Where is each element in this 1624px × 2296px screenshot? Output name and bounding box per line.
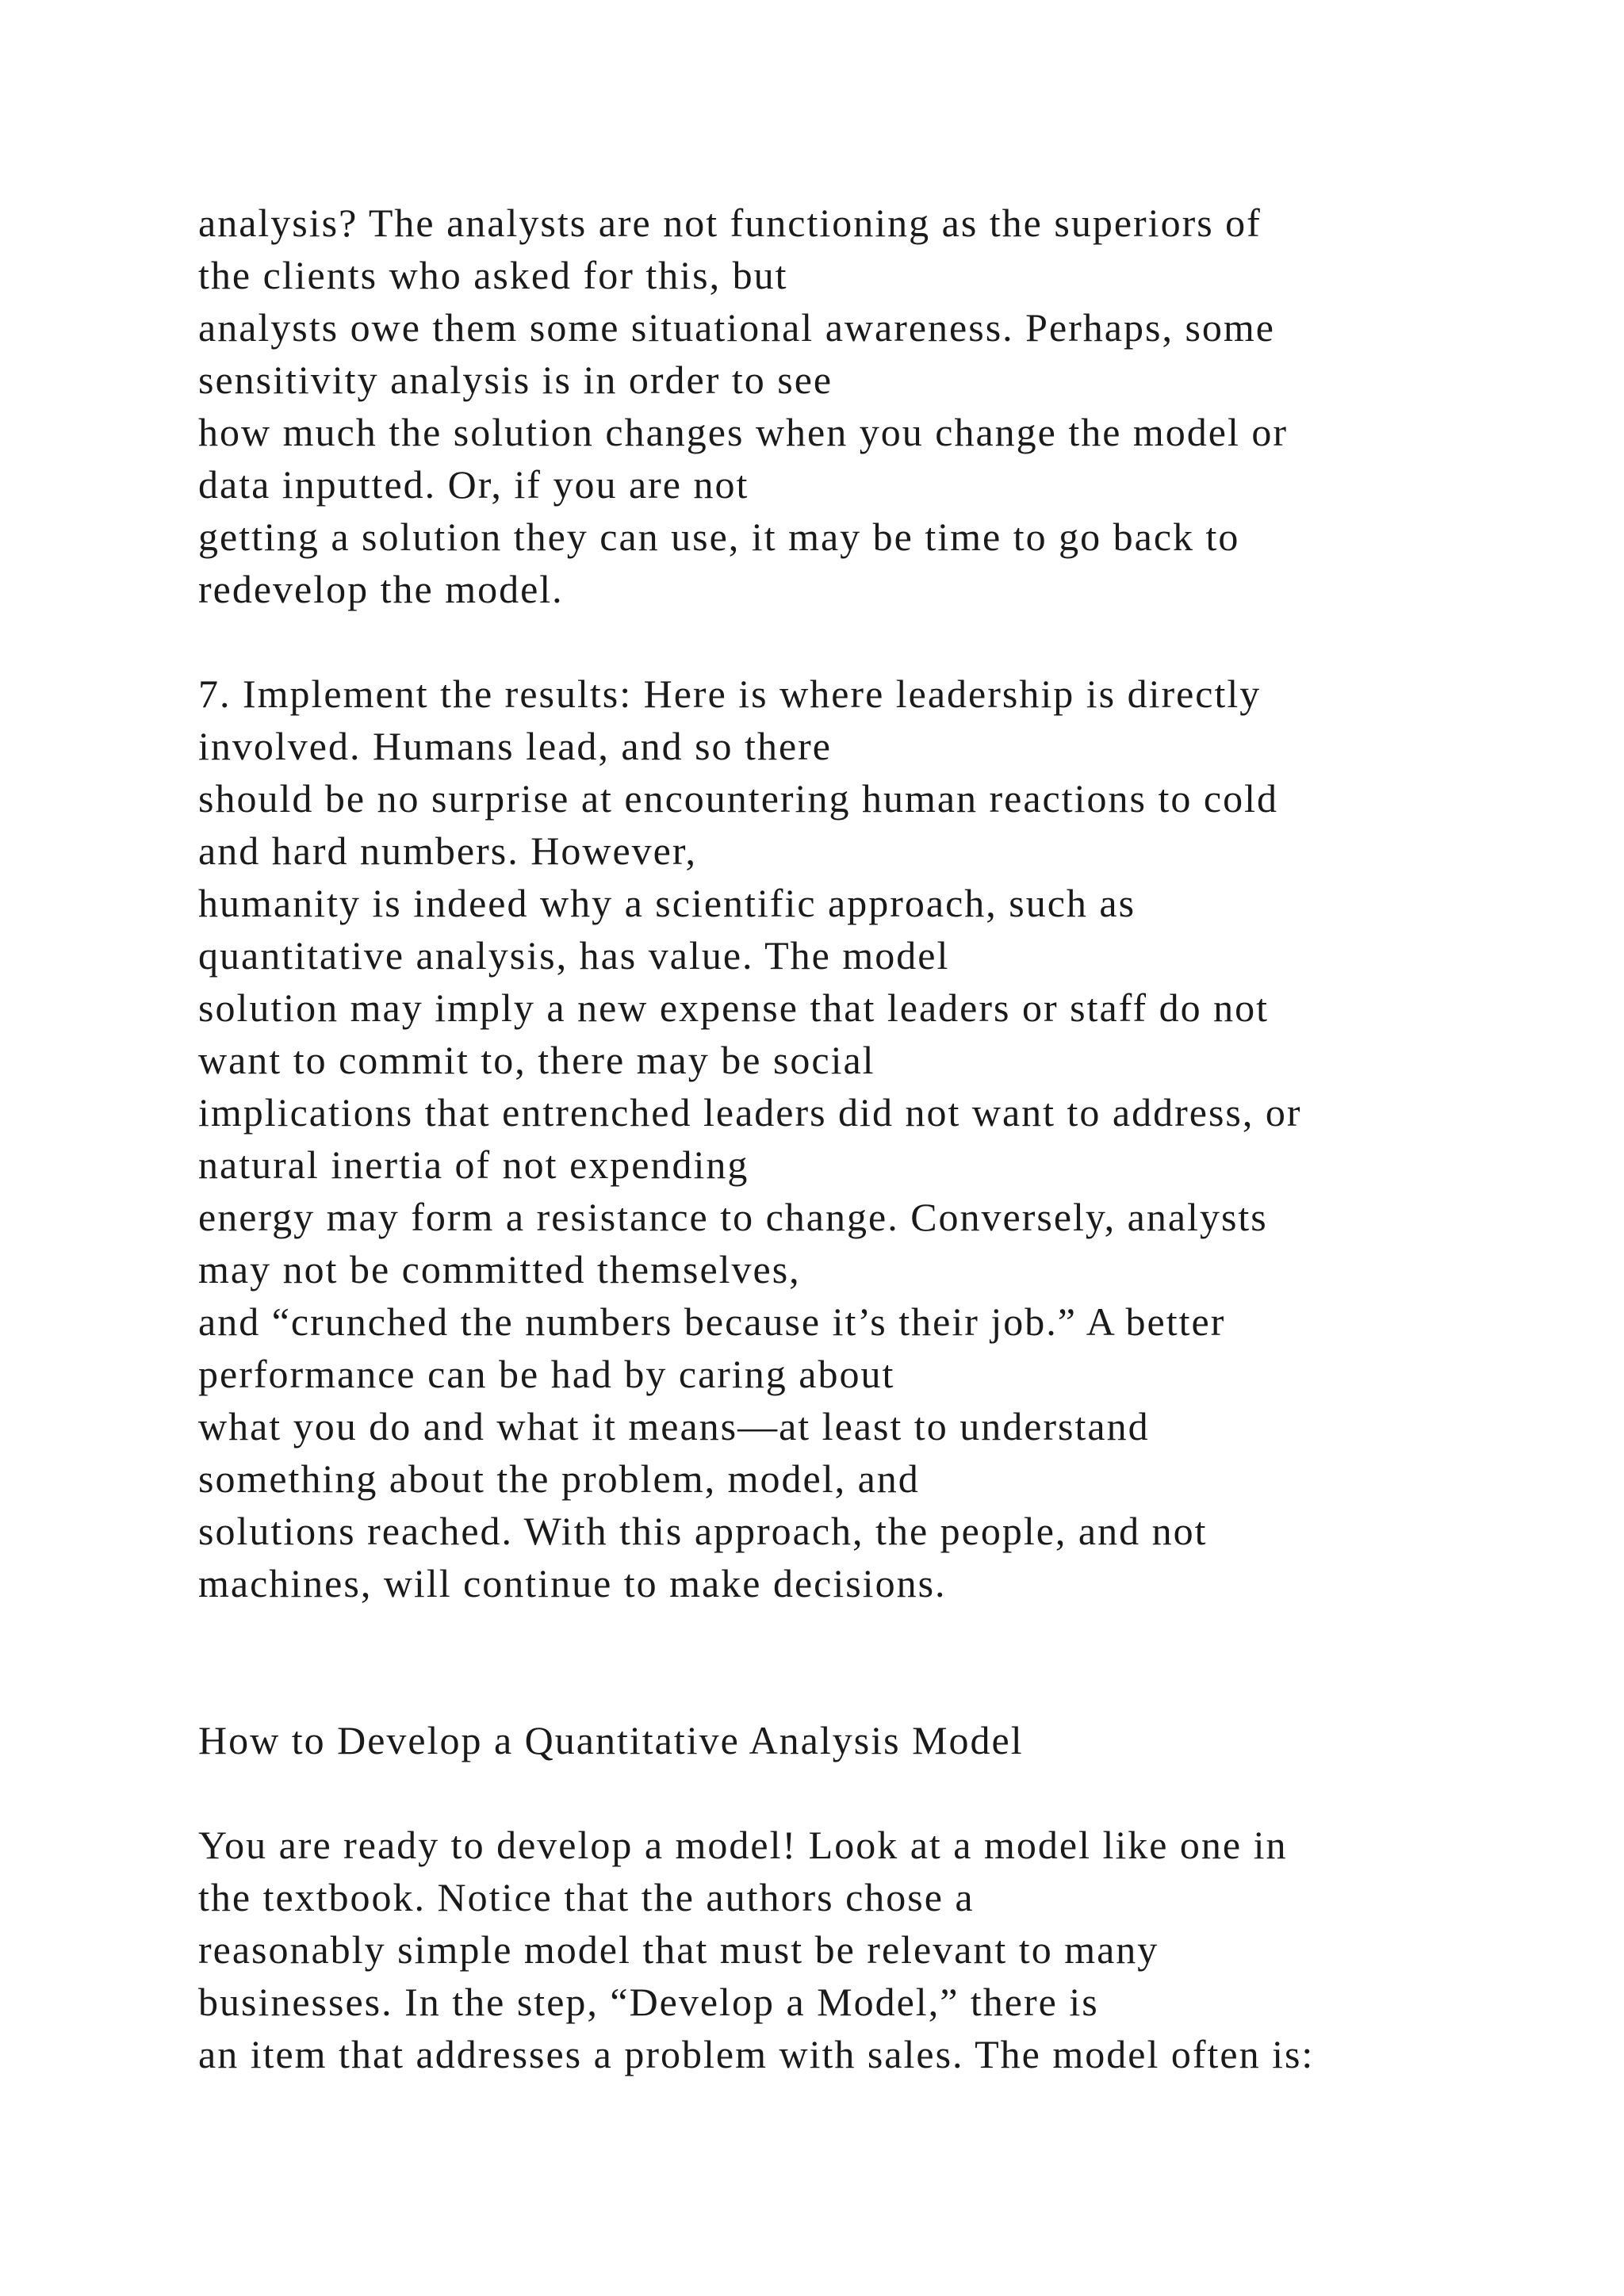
text-line: solution may imply a new expense that leaders or staff do not <box>198 985 1269 1030</box>
text-line: the textbook. Notice that the authors chose a <box>198 1875 975 1919</box>
text-line: and hard numbers. However, <box>198 828 697 873</box>
text-line: want to commit to, there may be social <box>198 1038 875 1082</box>
document-body <box>198 197 1618 2080</box>
text-line: 7. Implement the results: Here is where leadership is directly <box>198 672 1262 716</box>
text-line: may not be committed themselves, <box>198 1247 801 1292</box>
text-line: redevelop the model. <box>198 567 564 611</box>
text-line: getting a solution they can use, it may be time to go back to <box>198 515 1240 559</box>
text-line: sensitivity analysis is in order to see <box>198 358 833 402</box>
text-line: something about the problem, model, and <box>198 1456 920 1501</box>
text-line: analysis? The analysts are not functioning as the superiors of <box>198 201 1262 245</box>
text-line: how much the solution changes when you change the model or <box>198 410 1289 454</box>
text-line: solutions reached. With this approach, the people, and not <box>198 1509 1208 1553</box>
text-line: You are ready to develop a model! Look at a model like one in <box>198 1823 1288 1867</box>
section-heading: How to Develop a Quantitative Analysis Model <box>198 1718 1024 1762</box>
paragraph-spacer <box>198 615 1618 668</box>
text-line: involved. Humans lead, and so there <box>198 724 832 768</box>
text-line: businesses. In the step, “Develop a Model,” there is <box>198 1980 1099 2024</box>
text-line: reasonably simple model that must be relevant to many <box>198 1927 1159 1972</box>
text-line: energy may form a resistance to change. Conversely, analysts <box>198 1195 1268 1239</box>
text-line: should be no surprise at encountering human reactions to cold <box>198 776 1278 821</box>
paragraph-spacer <box>198 1766 1618 1819</box>
text-line: machines, will continue to make decisions. <box>198 1561 947 1605</box>
paragraph-implement-results <box>198 668 1618 1609</box>
text-line: quantitative analysis, has value. The model <box>198 933 950 978</box>
text-line: data inputted. Or, if you are not <box>198 462 749 507</box>
text-line: analysts owe them some situational awareness. Perhaps, some <box>198 305 1275 350</box>
text-line: implications that entrenched leaders did not want to address, or <box>198 1090 1302 1135</box>
text-line: natural inertia of not expending <box>198 1142 749 1187</box>
text-line: the clients who asked for this, but <box>198 253 788 297</box>
text-line: what you do and what it means—at least to understand <box>198 1404 1150 1448</box>
text-line: an item that addresses a problem with sales. The model often is: <box>198 2032 1315 2076</box>
text-line: humanity is indeed why a scientific approach, such as <box>198 881 1136 925</box>
paragraph-sensitivity <box>198 197 1618 615</box>
paragraph-develop-model <box>198 1819 1618 2080</box>
section-spacer <box>198 1609 1618 1714</box>
text-line: performance can be had by caring about <box>198 1352 895 1396</box>
text-line: and “crunched the numbers because it’s their job.” A better <box>198 1299 1226 1344</box>
